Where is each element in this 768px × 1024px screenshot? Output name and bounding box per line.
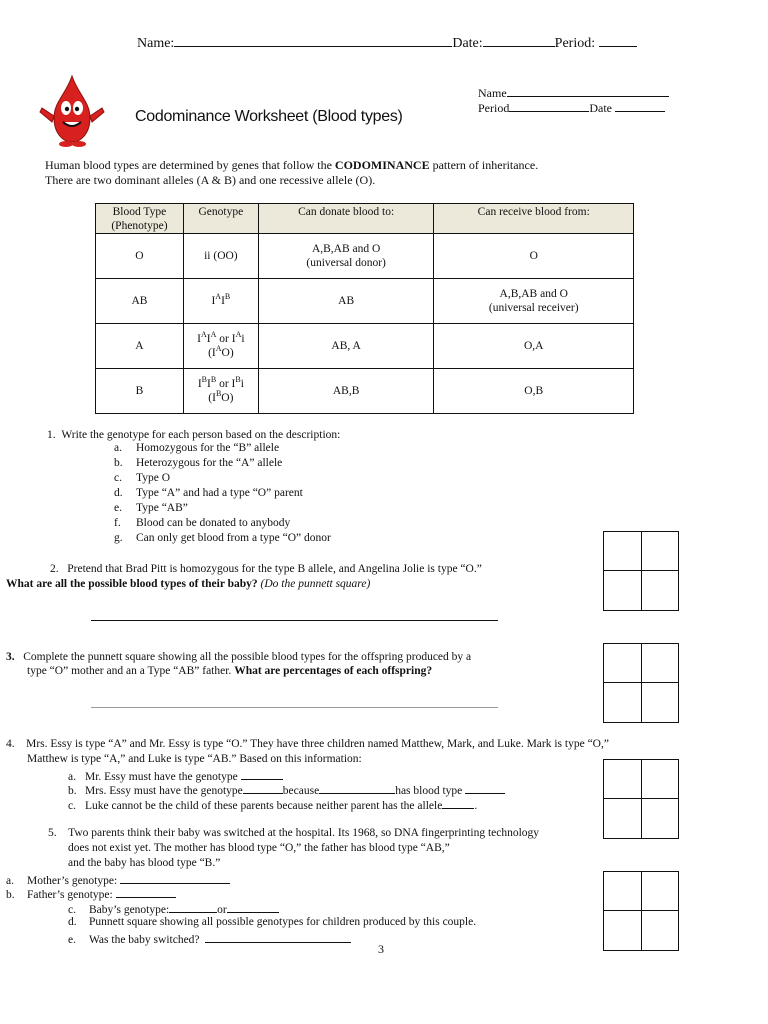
- q1-prompt: 1. Write the genotype for each person based on the description:: [47, 429, 341, 441]
- q5-item-b: b. Father’s genotype:: [6, 885, 176, 903]
- punnett-square-3[interactable]: [603, 759, 679, 839]
- q2-answer-line[interactable]: [91, 620, 498, 621]
- right-name-blank[interactable]: [507, 84, 669, 97]
- table-header: Can receive blood from:: [434, 204, 634, 234]
- punnett-square-1[interactable]: [603, 531, 679, 611]
- blood-type-table: [95, 203, 634, 414]
- table-cell: A: [96, 324, 184, 369]
- punnett-square-4[interactable]: [603, 871, 679, 951]
- q4c-blank[interactable]: [442, 796, 474, 809]
- table-cell: ii (OO): [183, 234, 258, 279]
- list-item: d. Type “A” and had a type “O” parent: [114, 487, 303, 499]
- blood-drop-mascot-icon: [36, 72, 108, 148]
- right-date-blank[interactable]: [615, 99, 665, 112]
- table-row: [96, 369, 634, 414]
- q5c-blank-2[interactable]: [227, 900, 279, 913]
- q5-item-a: a. Mother’s genotype:: [6, 871, 230, 889]
- table-row: [96, 279, 634, 324]
- table-cell: AB,B: [258, 369, 434, 414]
- worksheet-title: Codominance Worksheet (Blood types): [135, 108, 403, 125]
- right-period-row: [478, 99, 665, 116]
- q5-item-c: c. Baby’s genotype: or: [68, 900, 279, 918]
- q4b-blank-2[interactable]: [319, 781, 395, 794]
- q1-list: [114, 441, 331, 546]
- intro-line-1: Human blood types are determined by genes that follow the CODOMINANCE pattern of inheritance.: [45, 158, 539, 172]
- table-cell: AB: [96, 279, 184, 324]
- q4b-blank-3[interactable]: [465, 781, 505, 794]
- period-label: Period:: [554, 36, 596, 51]
- q4b-blank-1[interactable]: [243, 781, 283, 794]
- list-item: a. Homozygous for the “B” allele: [114, 442, 280, 454]
- table-header: Can donate blood to:: [258, 204, 434, 234]
- table-cell-genotype: $I^AI^B$: [183, 279, 258, 324]
- period-blank[interactable]: [599, 34, 637, 47]
- top-header: [137, 34, 637, 53]
- right-name-label: Name: [478, 86, 507, 100]
- q4-item-a: a. Mr. Essy must have the genotype: [68, 767, 283, 785]
- table-cell: AB, A: [258, 324, 434, 369]
- table-row: [96, 234, 634, 279]
- name-label: Name:: [137, 36, 175, 51]
- q5a-blank[interactable]: [120, 871, 230, 884]
- q5e-blank[interactable]: [205, 930, 351, 943]
- right-period-label: Period: [478, 101, 510, 115]
- q5-prompt: 5. Two parents think their baby was switched at the hospital. Its 1968, so DNA fingerprinting technology: [48, 827, 540, 839]
- right-date-label: Date: [589, 101, 612, 115]
- q5c-blank-1[interactable]: [169, 900, 217, 913]
- date-blank[interactable]: [483, 34, 555, 47]
- q5-line-2: does not exist yet. The mother has blood type “O,” the father has blood type “AB,”: [68, 842, 450, 854]
- q4-item-b: b. Mrs. Essy must have the genotype because has blood type: [68, 781, 505, 799]
- q2-prompt: 2. Pretend that Brad Pitt is homozygous for the type B allele, and Angelina Jolie is type “O.”: [50, 563, 482, 575]
- q5-line-3: and the baby has blood type “B.”: [68, 857, 221, 869]
- table-cell: O: [434, 234, 634, 279]
- list-item: b. Heterozygous for the “A” allele: [114, 457, 283, 469]
- page-number: 3: [378, 942, 384, 956]
- table-cell: A,B,AB and O (universal receiver): [434, 279, 634, 324]
- table-header-row: [96, 204, 634, 234]
- name-blank[interactable]: [174, 34, 452, 47]
- q5-item-e: e. Was the baby switched?: [68, 930, 351, 948]
- intro-line-2: There are two dominant alleles (A & B) and one recessive allele (O).: [45, 173, 376, 187]
- list-item: e. Type “AB”: [114, 502, 188, 514]
- date-label: Date:: [452, 36, 483, 51]
- table-cell: AB: [258, 279, 434, 324]
- q4-item-c: c. Luke cannot be the child of these parents because neither parent has the allele .: [68, 796, 477, 814]
- right-period-blank[interactable]: [509, 99, 589, 112]
- table-cell: B: [96, 369, 184, 414]
- q5-item-d: d. Punnett square showing all possible genotypes for children produced by this couple.: [68, 916, 477, 928]
- table-cell-genotype: $I^AI^A$ or $I^Ai$ $(I^AO)$: [183, 324, 258, 369]
- list-item: c. Type O: [114, 472, 171, 484]
- table-cell-genotype: $I^BI^B$ or $I^Bi$ $(I^BO)$: [183, 369, 258, 414]
- list-item: f. Blood can be donated to anybody: [114, 517, 291, 529]
- q5b-blank[interactable]: [116, 885, 176, 898]
- list-item: g. Can only get blood from a type “O” donor: [114, 532, 331, 544]
- table-header: Genotype: [183, 204, 258, 234]
- table-row: [96, 324, 634, 369]
- table-cell: A,B,AB and O (universal donor): [258, 234, 434, 279]
- punnett-square-2[interactable]: [603, 643, 679, 723]
- q3-answer-line[interactable]: [91, 707, 498, 708]
- table-header: Blood Type (Phenotype): [96, 204, 184, 234]
- q4-line-2: Matthew is type “A,” and Luke is type “AB.” Based on this information:: [27, 753, 362, 765]
- q4a-blank[interactable]: [241, 767, 283, 780]
- q3-line-2: type “O” mother and an a Type “AB” father. What are percentages of each offspring?: [27, 665, 433, 677]
- table-cell: O: [96, 234, 184, 279]
- table-cell: O,B: [434, 369, 634, 414]
- codominance-bold: CODOMINANCE: [334, 158, 430, 172]
- q2-question: What are all the possible blood types of their baby? (Do the punnett square): [6, 578, 371, 590]
- q3-prompt: 3. Complete the punnett square showing all the possible blood types for the offspring produced by a: [6, 651, 472, 663]
- q4-prompt: 4. Mrs. Essy is type “A” and Mr. Essy is type “O.” They have three children named Matthew, Mark, and Luke. Mark is type “O,”: [6, 738, 609, 750]
- table-cell: O,A: [434, 324, 634, 369]
